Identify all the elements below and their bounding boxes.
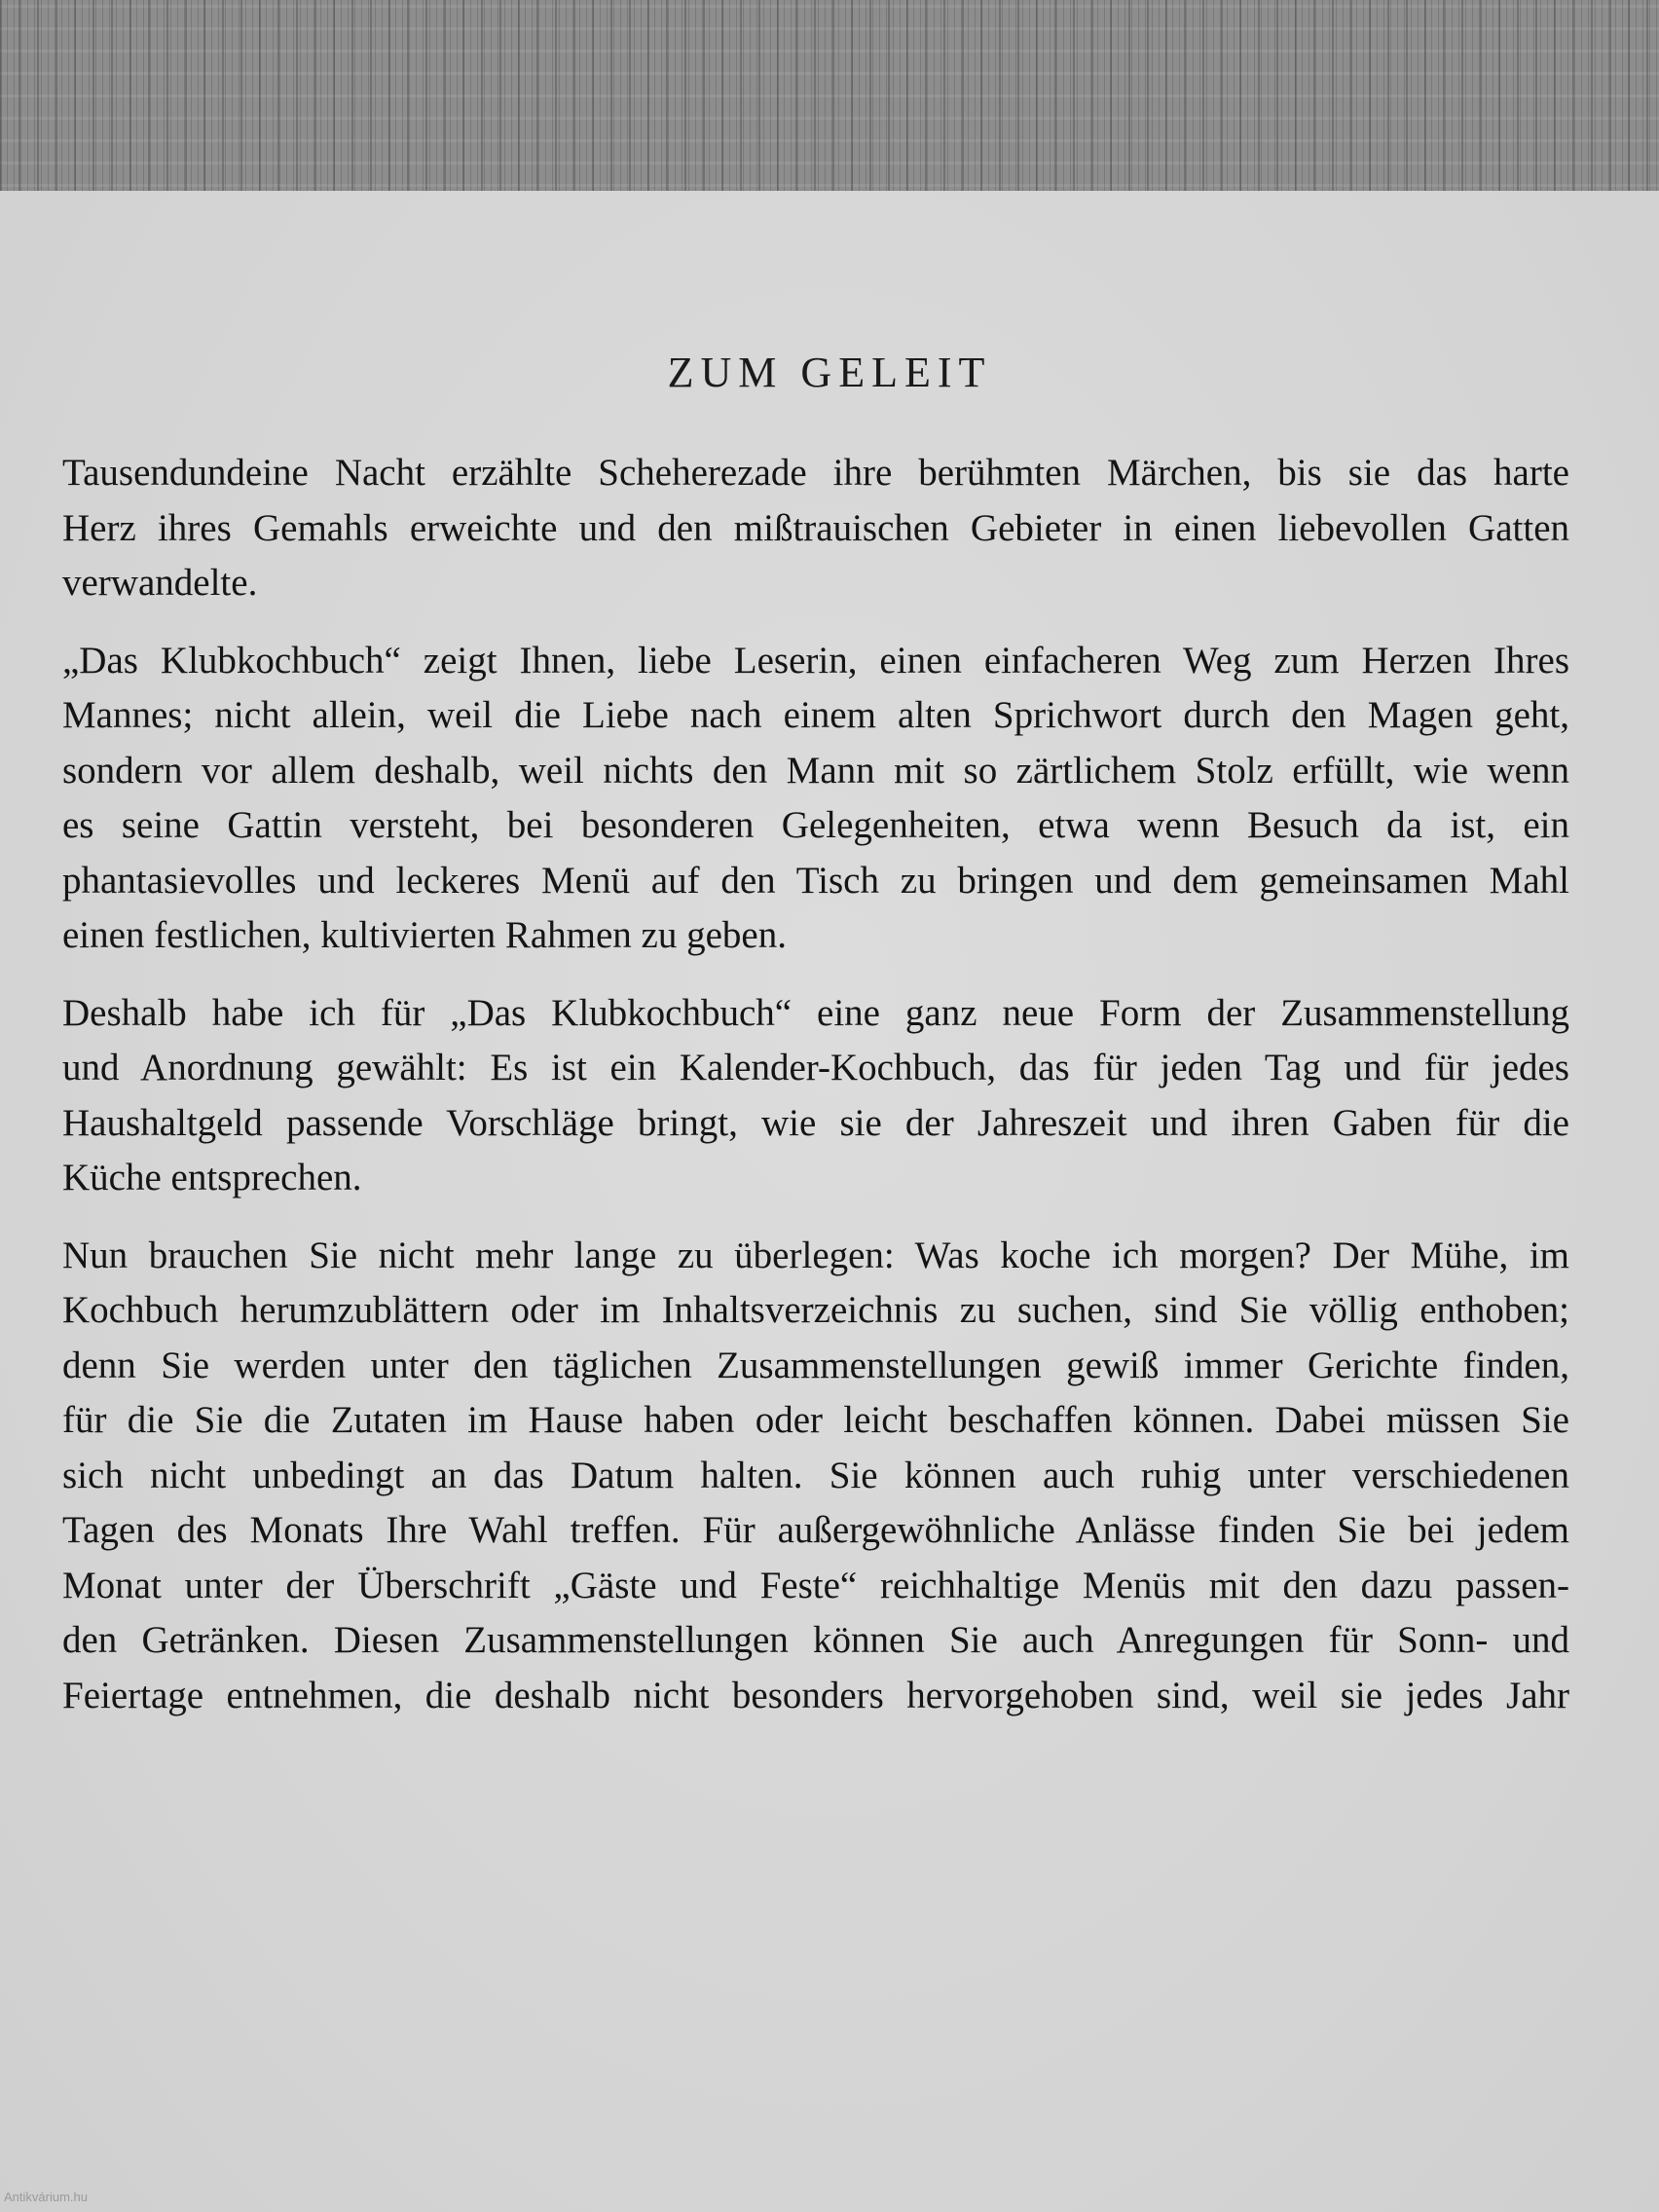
text-line: Küche entsprechen. bbox=[62, 1157, 362, 1198]
text-line: Tagen des Monats Ihre Wahl treffen. Für außergewöhnliche Anlässe finden Sie bei jedem bbox=[62, 1509, 1569, 1551]
text-line: Kochbuch herumzublättern oder im Inhaltsverzeichnis zu suchen, sind Sie völlig enthoben; bbox=[62, 1289, 1569, 1331]
text-line: Monat unter der Überschrift „Gäste und Feste“ reichhaltige Menüs mit den dazu passen- bbox=[62, 1564, 1569, 1606]
text-line: sondern vor allem deshalb, weil nichts den Mann mit so zärtlichem Stolz erfüllt, wie wenn bbox=[62, 749, 1569, 792]
paragraph bbox=[62, 446, 1569, 611]
watermark: Antikvárium.hu bbox=[4, 2190, 88, 2204]
paragraph bbox=[62, 986, 1569, 1206]
text-line: und Anordnung gewählt: Es ist ein Kalender-Kochbuch, das für jeden Tag und für jedes bbox=[62, 1047, 1569, 1088]
paragraph bbox=[62, 634, 1569, 964]
text-line: es seine Gattin versteht, bei besonderen Gelegenheiten, etwa wenn Besuch da ist, ein bbox=[62, 804, 1569, 846]
text-line: Tausendundeine Nacht erzählte Scheherezade ihre berühmten Märchen, bis sie das harte bbox=[62, 452, 1569, 494]
body-text bbox=[62, 446, 1569, 1746]
paragraph bbox=[62, 1229, 1569, 1724]
text-line: Herz ihres Gemahls erweichte und den mißtrauischen Gebieter in einen liebevollen Gatten bbox=[62, 506, 1569, 549]
text-line: den Getränken. Diesen Zusammenstellungen können Sie auch Anregungen für Sonn- und bbox=[62, 1619, 1569, 1661]
text-line: phantasievolles und leckeres Menü auf den Tisch zu bringen und dem gemeinsamen Mahl bbox=[62, 859, 1569, 902]
wooden-backdrop bbox=[0, 0, 1659, 209]
text-line: einen festlichen, kultivierten Rahmen zu geben. bbox=[62, 914, 787, 956]
text-line: „Das Klubkochbuch“ zeigt Ihnen, liebe Leserin, einen einfacheren Weg zum Herzen Ihres bbox=[62, 639, 1569, 682]
text-line: Haushaltgeld passende Vorschläge bringt, wie sie der Jahreszeit und ihren Gaben für die bbox=[62, 1101, 1569, 1144]
text-line: Deshalb habe ich für „Das Klubkochbuch“ eine ganz neue Form der Zusammenstellung bbox=[62, 991, 1569, 1034]
text-line: sich nicht unbedingt an das Datum halten. Sie können auch ruhig unter verschiedenen bbox=[62, 1454, 1569, 1496]
text-line: Feiertage entnehmen, die deshalb nicht besonders hervorgehoben sind, weil sie jedes Jahr bbox=[62, 1674, 1569, 1716]
text-line: verwandelte. bbox=[62, 562, 258, 604]
book-page bbox=[0, 191, 1659, 2212]
text-line: denn Sie werden unter den täglichen Zusammenstellungen gewiß immer Gerichte finden, bbox=[62, 1344, 1569, 1386]
text-line: Nun brauchen Sie nicht mehr lange zu überlegen: Was koche ich morgen? Der Mühe, im bbox=[62, 1234, 1569, 1276]
text-line: für die Sie die Zutaten im Hause haben oder leicht beschaffen können. Dabei müssen Sie bbox=[62, 1399, 1569, 1441]
page-title: ZUM GELEIT bbox=[667, 349, 992, 396]
text-line: Mannes; nicht allein, weil die Liebe nach einem alten Sprichwort durch den Magen geht, bbox=[62, 694, 1569, 736]
